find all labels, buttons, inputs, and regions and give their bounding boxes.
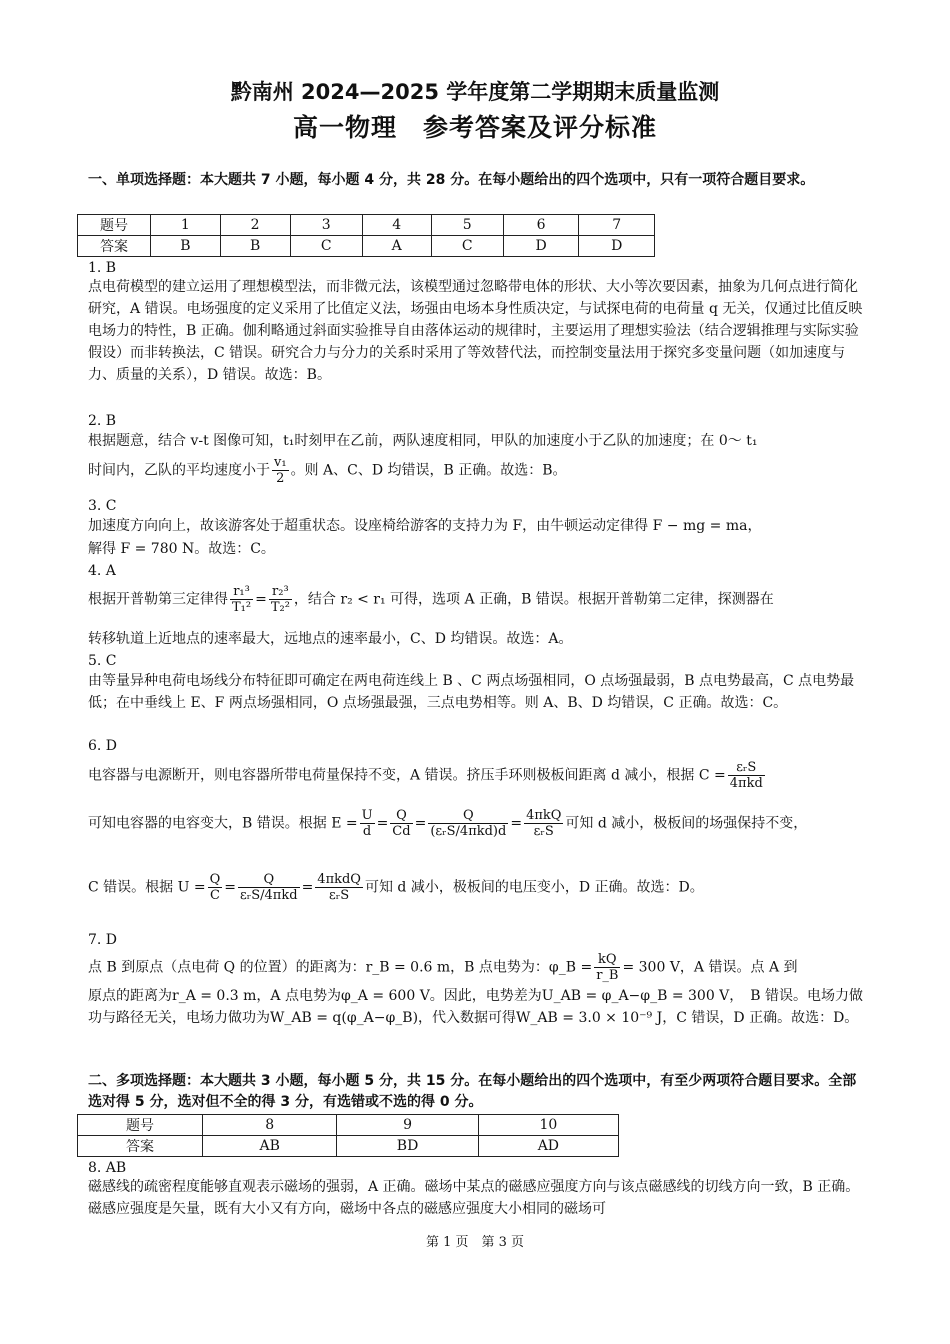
q7-explanation: 原点的距离为r_A = 0.3 m，A 点电势为φ_A = 600 V。因此，电势差为U_AB = φ_A−φ_B = 300 V， B 错误。电场力做功与路径无关，电场力做功为W_AB = q(φ_A−φ_B)，代入数据可得W_AB = 3.0 × 10⁻⁹ J，C 错误，D 正确。故选：D。: [88, 988, 864, 1026]
q7-text: = 300 V，A 错误。点 A 到: [622, 959, 798, 976]
q2-text: 。则 A、C、D 均错误，B 正确。故选：B。: [290, 462, 567, 479]
q6-text: 可知电容器的电容变大，B 错误。根据 E =: [88, 815, 358, 832]
table-cell: 5: [431, 215, 503, 236]
table-cell: 8: [203, 1115, 337, 1136]
q6-answer-label: 6. D: [88, 738, 118, 754]
table-cell: C: [431, 236, 503, 257]
q6-fraction: [360, 808, 375, 839]
table-cell: 3: [290, 215, 362, 236]
table-cell: D: [503, 236, 579, 257]
page-title: 高一物理 参考答案及评分标准: [292, 113, 657, 142]
q6-fraction: [428, 808, 508, 839]
q4-fraction: [230, 584, 253, 615]
denominator: C: [209, 888, 220, 903]
table-cell: B: [151, 236, 221, 257]
table-cell: 9: [337, 1115, 478, 1136]
q2-text: 时间内，乙队的平均速度小于: [88, 462, 270, 479]
exam-title: 黔南州 2024—2025 学年度第二学期期末质量监测: [230, 80, 720, 104]
q4-fraction: [269, 584, 292, 615]
q6-text: 电容器与电源断开，则电容器所带电荷量保持不变，A 错误。挤压手环则极板间距离 d 减小，根据 C =: [88, 767, 726, 784]
table-cell: 6: [503, 215, 579, 236]
numerator: Q: [238, 872, 300, 888]
denominator: (εᵣS/4πkd)d: [430, 824, 507, 839]
table-cell: C: [290, 236, 362, 257]
denominator: d: [362, 824, 372, 839]
denominator: T₁²: [232, 600, 252, 615]
q7-fraction: [594, 952, 620, 983]
section1-answer-table: [77, 214, 655, 257]
table-cell: 1: [151, 215, 221, 236]
numerator: r₁³: [230, 584, 253, 600]
table-row: [78, 1136, 619, 1157]
table-cell: 答案: [78, 1136, 203, 1157]
q2-explanation-line1: 根据题意，结合 v-t 图像可知，t₁时刻甲在乙前，两队速度相同，甲队的加速度小于乙队的加速度；在 0～ t₁: [88, 433, 758, 449]
q2-explanation-line2: [88, 455, 866, 486]
table-cell: AB: [203, 1136, 337, 1157]
table-cell: 2: [220, 215, 290, 236]
q2-answer-label: 2. B: [88, 413, 117, 429]
section2-answer-table: [77, 1114, 619, 1157]
numerator: kQ: [594, 952, 620, 968]
q6-fraction: [238, 872, 300, 903]
q6-text: 可知 d 减小，极板间的电压变小，D 正确。故选：D。: [364, 879, 704, 896]
q1-answer-label: 1. B: [88, 260, 117, 276]
q5-explanation: 由等量异种电荷电场线分布特征即可确定在两电荷连线上 B 、C 两点场强相同，O 点场强最弱，B 点电势最高，C 点电势最低；在中垂线上 E、F 两点场强相同，O 点场强最强，三点电势相等。则 A、B、D 均错误，C 正确。故选：C。: [88, 673, 855, 711]
q3-explanation-line1: 加速度方向向上，故该游客处于超重状态。设座椅给游客的支持力为 F，由牛顿运动定律得 F − mg = ma，: [88, 518, 762, 534]
equals-sign: =: [255, 591, 267, 608]
q4-text: 根据开普勒第三定律得: [88, 591, 228, 608]
q7-answer-label: 7. D: [88, 932, 118, 948]
table-cell: AD: [478, 1136, 618, 1157]
q4-explanation-line1: [88, 584, 866, 615]
table-cell: BD: [337, 1136, 478, 1157]
denominator: 2: [276, 471, 285, 486]
numerator: εᵣS: [728, 760, 765, 776]
section1-heading: 一、单项选择题：本大题共 7 小题，每小题 4 分，共 28 分。在每小题给出的四个选项中，只有一项符合题目要求。: [88, 172, 815, 188]
q6-explanation-line3: C 错误。根据 U = $\frac{Q}{C}$ = $\frac{Q}{\text{εᵣS/4πkd}}$ = $\frac{\text{4πkdQ}}{\text{εᵣS}}$ 可知 d 减小，极板间的电压变小，D 正确。故选：D。: [88, 872, 704, 903]
denominator: Cd: [392, 824, 411, 839]
table-cell: 4: [362, 215, 431, 236]
q6-fraction: [524, 808, 563, 839]
q5-answer-label: 5. C: [88, 653, 117, 669]
denominator: T₂²: [270, 600, 290, 615]
q7-text: 点 B 到原点（点电荷 Q 的位置）的距离为：r_B = 0.6 m，B 点电势为：φ_B =: [88, 959, 593, 976]
denominator: εᵣS: [329, 888, 350, 903]
denominator: r_B: [596, 968, 619, 983]
numerator: 4πkQ: [526, 808, 562, 823]
q1-explanation: 点电荷模型的建立运用了理想模型法，而非微元法，该模型通过忽略带电体的形状、大小等次要因素，抽象为几何点进行简化研究，A 错误。电场强度的定义采用了比值定义法，场强由电场本身性质决定，与试探电荷的电荷量 q 无关，仅通过比值反映电场力的特性，B 正确。伽利略通过斜面实验推导自由落体运动的规律时，主要运用了理想实验法（结合逻辑推理与实际实验假设）而非转换法，C 错误。研究合力与分力的关系时采用了等效替代法，而控制变量法用于探究多变量问题（如加速度与力、质量的关系），D 错误。故选：B。: [88, 279, 863, 383]
numerator: 4πkdQ: [317, 872, 361, 887]
table-row: [78, 236, 655, 257]
denominator: εᵣS/4πkd: [240, 888, 298, 903]
q3-explanation-line2: 解得 F = 780 N。故选：C。: [88, 541, 275, 557]
q3-answer-label: 3. C: [88, 498, 117, 514]
page-footer: 第 1 页 第 3 页: [425, 1235, 525, 1250]
numerator: U: [361, 808, 373, 823]
denominator: εᵣS: [533, 824, 554, 839]
q6-explanation-line1: [88, 760, 866, 791]
q6-fraction: [390, 808, 412, 839]
numerator: Q: [428, 808, 508, 824]
section2-heading: 二、多项选择题：本大题共 3 小题，每小题 5 分，共 15 分。在每小题给出的四个选项中，有至少两项符合题目要求。全部选对得 5 分，选对但不全的得 3 分，有选错或不选的得 0 分。: [88, 1073, 857, 1110]
q4-text: ，结合 r₂ < r₁ 可得，选项 A 正确，B 错误。根据开普勒第二定律，探测器在: [293, 591, 774, 608]
q6-fraction: [728, 760, 765, 791]
q6-text: C 错误。根据 U =: [88, 879, 206, 896]
numerator: Q: [209, 872, 221, 887]
table-row: [78, 215, 655, 236]
q2-fraction: [272, 455, 289, 486]
numerator: Q: [390, 808, 412, 824]
table-cell: 7: [579, 215, 655, 236]
table-cell: B: [220, 236, 290, 257]
table-cell: 答案: [78, 236, 151, 257]
table-cell: A: [362, 236, 431, 257]
table-cell: 题号: [78, 215, 151, 236]
table-cell: 10: [478, 1115, 618, 1136]
numerator: r₂³: [269, 584, 292, 600]
q7-explanation-line1: [88, 952, 866, 983]
numerator: v₁: [274, 455, 287, 470]
q4-answer-label: 4. A: [88, 563, 116, 579]
q8-answer-label: 8. AB: [88, 1160, 127, 1176]
q8-explanation: 磁感线的疏密程度能够直观表示磁场的强弱，A 正确。磁场中某点的磁感应强度方向与该点磁感线的切线方向一致，B 正确。磁感应强度是矢量，既有大小又有方向，磁场中各点的磁感应强度大小相同的磁场可: [88, 1179, 860, 1217]
table-cell: D: [579, 236, 655, 257]
table-row: [78, 1115, 619, 1136]
table-cell: 题号: [78, 1115, 203, 1136]
q6-fraction: [208, 872, 223, 903]
q4-explanation-line2: 转移轨道上近地点的速率最大，远地点的速率最小，C、D 均错误。故选：A。: [88, 631, 573, 647]
q6-explanation-line2: 可知电容器的电容变大，B 错误。根据 E = $\frac{U}{d}$ = $\frac{Q}{Cd}$ = $\frac{Q}{\text{(εᵣS/4πkd)d}}$ = $\frac{\text{4πkQ}}{\text{εᵣS}}$ 可知 d 减小，极板间的场强保持不变，: [88, 808, 808, 839]
q6-text: 可知 d 减小，极板间的场强保持不变，: [565, 815, 808, 832]
q6-fraction: [315, 872, 363, 903]
denominator: 4πkd: [729, 776, 763, 791]
